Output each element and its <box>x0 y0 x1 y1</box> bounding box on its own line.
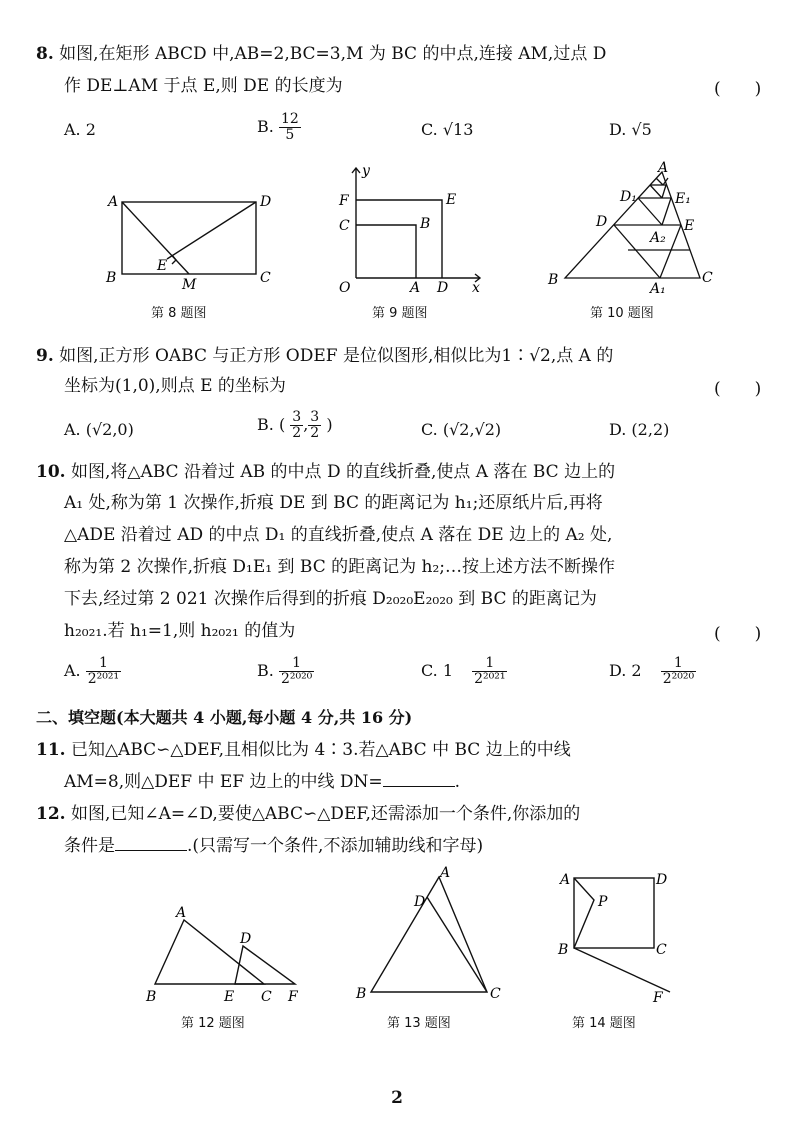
fig9-caption: 第 9 题图 <box>372 306 428 321</box>
fig10-label-a: A <box>658 160 669 176</box>
fig9-label-e: E <box>446 192 457 208</box>
q12-text-1: 如图,已知∠A=∠D,要使△ABC∽△DEF,还需添加一个条件,你添加的 <box>70 804 581 824</box>
fig12-label-f: F <box>288 989 298 1005</box>
figure-13 <box>350 862 510 1002</box>
q10-option-d-fraction <box>661 656 696 687</box>
q10-option-b <box>257 656 314 687</box>
q9-option-b-comma: , <box>303 415 309 434</box>
fig14-label-d: D <box>656 872 668 888</box>
fig13-caption: 第 13 题图 <box>387 1016 451 1031</box>
fig10-label-c: C <box>702 270 713 286</box>
q12-line2 <box>64 834 483 858</box>
q10-line2: A₁ 处,称为第 1 次操作,折痕 DE 到 BC 的距离记为 h₁;还原纸片后,再将 <box>64 493 603 513</box>
fig10-label-a2: A₂ <box>650 230 666 246</box>
q9-option-b-label: B. <box>257 415 274 434</box>
fig8-label-e: E <box>157 258 168 274</box>
q10-option-c-fraction <box>472 656 507 687</box>
figure-14 <box>550 866 690 1006</box>
q9-option-c: C. (√2,√2) <box>421 420 502 439</box>
fig8-caption: 第 8 题图 <box>151 306 207 321</box>
q10-line3: △ADE 沿着过 AD 的中点 D₁ 的直线折叠,使点 A 落在 DE 边上的 A₂ 处, <box>64 525 613 545</box>
fig9-label-y: y <box>362 163 370 179</box>
q9-option-a: A. (√2,0) <box>64 420 134 439</box>
q12-text-2: 条件是 <box>64 836 115 856</box>
q12-text-end: .(只需写一个条件,不添加辅助线和字母) <box>187 836 484 856</box>
fig9-label-d: D <box>437 280 449 296</box>
frac-num: 1 <box>279 656 314 672</box>
figure-9 <box>330 160 490 300</box>
q11-text-1: 已知△ABC∽△DEF,且相似比为 4∶3.若△ABC 中 BC 边上的中线 <box>70 740 571 760</box>
q10-line1 <box>36 460 615 484</box>
fig14-caption: 第 14 题图 <box>572 1016 636 1031</box>
q8-option-c: C. √13 <box>421 120 474 139</box>
fig13-label-b: B <box>356 986 367 1002</box>
frac-num: 1 <box>472 656 507 672</box>
frac-den: 2 <box>310 425 320 441</box>
fig10-label-e1: E₁ <box>675 191 691 207</box>
q9-line2 <box>64 374 286 398</box>
frac-den: 2²⁰²⁰ <box>280 671 313 687</box>
q8-answer-bracket: ( ) <box>714 79 762 99</box>
q10-line6: h₂₀₂₁.若 h₁=1,则 h₂₀₂₁ 的值为 <box>64 621 296 641</box>
q11-text-end: . <box>454 772 461 792</box>
q10-option-a-label: A. <box>64 661 81 680</box>
q10-answer-bracket: ( ) <box>714 624 762 644</box>
q9-option-b-paren-left: ( <box>278 415 286 434</box>
q11-number: 11. <box>36 740 66 760</box>
fig14-label-a: A <box>560 872 571 888</box>
q8-option-a: A. 2 <box>64 120 96 139</box>
fig12-label-d: D <box>240 931 252 947</box>
q10-option-d <box>609 656 696 687</box>
frac-den: 5 <box>285 127 295 143</box>
fig8-label-b: B <box>106 270 117 286</box>
fig10-label-a1: A₁ <box>650 281 666 297</box>
q11-text-2: AM=8,则△DEF 中 EF 边上的中线 DN= <box>64 772 383 792</box>
q9-option-b-frac1 <box>290 410 303 441</box>
fig9-label-a: A <box>410 280 421 296</box>
q10-option-c <box>421 656 507 687</box>
fig14-label-f: F <box>653 990 663 1006</box>
section-2-heading: 二、填空题(本大题共 4 小题,每小题 4 分,共 16 分) <box>36 708 413 727</box>
q8-option-b-fraction <box>279 112 301 143</box>
fig13-label-d: D <box>414 894 426 910</box>
figure-10 <box>540 160 730 295</box>
q8-option-d: D. √5 <box>609 120 652 139</box>
q12-line1 <box>36 802 580 826</box>
figure-12 <box>140 900 320 1005</box>
fig8-label-d: D <box>260 194 272 210</box>
q9-option-b-paren-right: ) <box>326 415 333 434</box>
q9-option-b <box>257 410 333 441</box>
q10-line5: 下去,经过第 2 021 次操作后得到的折痕 D₂₀₂₀E₂₀₂₀ 到 BC 的距离记为 <box>64 589 597 609</box>
fig14-label-b: B <box>558 942 569 958</box>
q9-answer-bracket: ( ) <box>714 379 762 399</box>
fig9-label-f: F <box>339 193 349 209</box>
q9-option-b-frac2 <box>308 410 321 441</box>
q9-number: 9. <box>36 346 54 366</box>
q10-option-d-label: D. 2 <box>609 661 642 680</box>
fig12-label-e: E <box>224 989 235 1005</box>
frac-num: 12 <box>280 111 299 127</box>
q10-line4: 称为第 2 次操作,折痕 D₁E₁ 到 BC 的距离记为 h₂;…按上述方法不断操作 <box>64 557 616 577</box>
q9-line1 <box>36 344 613 368</box>
q11-answer-blank[interactable] <box>383 786 455 787</box>
q9-text-1: 如图,正方形 OABC 与正方形 ODEF 是位似图形,相似比为1∶√2,点 A 的 <box>59 346 614 366</box>
q10-option-b-label: B. <box>257 661 274 680</box>
frac-num: 3 <box>292 409 302 425</box>
fig9-label-b: B <box>420 216 431 232</box>
q8-option-b <box>257 112 301 143</box>
fig12-label-b: B <box>146 989 157 1005</box>
fig12-label-a: A <box>176 905 187 921</box>
q10-text-1: 如图,将△ABC 沿着过 AB 的中点 D 的直线折叠,使点 A 落在 BC 边上的 <box>70 462 616 482</box>
fig9-label-c: C <box>339 218 350 234</box>
fig10-label-d1: D₁ <box>620 189 637 205</box>
fig13-label-c: C <box>490 986 501 1002</box>
q11-line1 <box>36 738 571 762</box>
fig10-caption: 第 10 题图 <box>590 306 654 321</box>
q10-option-a <box>64 656 121 687</box>
fig8-label-m: M <box>182 277 197 293</box>
fig12-label-c: C <box>261 989 272 1005</box>
q8-line1 <box>36 42 606 66</box>
fig14-label-p: P <box>598 894 608 910</box>
fig9-label-o: O <box>339 280 351 296</box>
fig13-label-a: A <box>440 865 451 881</box>
frac-den: 2 <box>292 425 302 441</box>
q10-number: 10. <box>36 462 66 482</box>
fig10-label-d: D <box>596 214 608 230</box>
fig12-caption: 第 12 题图 <box>181 1016 245 1031</box>
q8-text-2: 作 DE⊥AM 于点 E,则 DE 的长度为 <box>64 76 343 96</box>
frac-den: 2²⁰²¹ <box>87 671 120 687</box>
q8-option-b-label: B. <box>257 117 274 136</box>
q12-answer-blank[interactable] <box>115 850 187 851</box>
q8-line2 <box>64 74 343 98</box>
frac-num: 3 <box>310 409 320 425</box>
fig8-label-c: C <box>260 270 271 286</box>
q10-option-a-fraction <box>86 656 121 687</box>
q10-option-b-fraction <box>279 656 314 687</box>
frac-num: 1 <box>86 656 121 672</box>
fig8-label-a: A <box>108 194 119 210</box>
frac-num: 1 <box>661 656 696 672</box>
q11-line2 <box>64 770 460 794</box>
q10-option-c-label: C. 1 <box>421 661 454 680</box>
fig10-label-e: E <box>684 218 695 234</box>
q8-text-1: 如图,在矩形 ABCD 中,AB=2,BC=3,M 为 BC 的中点,连接 AM,过点 D <box>59 44 607 64</box>
page-number: 2 <box>391 1088 403 1108</box>
q12-number: 12. <box>36 804 66 824</box>
figure-8 <box>100 185 300 295</box>
frac-den: 2²⁰²⁰ <box>662 671 695 687</box>
q9-option-d: D. (2,2) <box>609 420 670 439</box>
fig14-label-c: C <box>656 942 667 958</box>
fig9-label-x: x <box>472 280 480 296</box>
q9-text-2: 坐标为(1,0),则点 E 的坐标为 <box>64 376 286 396</box>
q8-number: 8. <box>36 44 54 64</box>
frac-den: 2²⁰²¹ <box>474 671 506 687</box>
fig10-label-b: B <box>548 272 559 288</box>
